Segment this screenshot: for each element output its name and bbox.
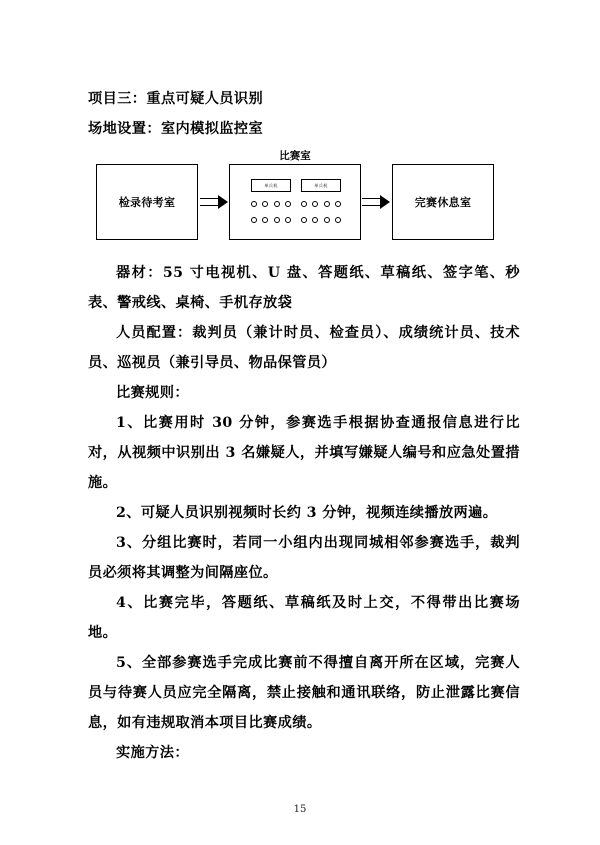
paragraph-rules-heading: 比赛规则： [116,385,189,401]
diagram-chair [324,217,330,223]
diagram-monitor-2: 单兵机 [301,179,341,192]
diagram-chair [335,201,341,207]
diagram-chair [274,201,280,207]
diagram-chair-group [301,217,341,223]
paragraph-rule-5: 5、全部参赛选手完成比赛前不得擅自离开所在区域，完赛人员与待赛人员应完全隔离，禁止接触和通讯联络，防止泄露比赛信息，如有违规取消本项目比赛成绩。 [88,655,520,731]
paragraph-rule-1: 1、比赛用时 30 分钟，参赛选手根据协查通报信息进行比对，从视频中识别出 3 名嫌疑人，并填写嫌疑人编号和应急处置措施。 [88,415,520,491]
diagram-chair-group [251,201,291,207]
heading-project: 项目三：重点可疑人员识别 [88,91,264,107]
diagram-box-rest-room: 完赛休息室 [392,164,494,240]
diagram-chair [251,217,257,223]
paragraph-rule-3: 3、分组比赛时，若同一小组内出现同城相邻参赛选手，裁判员必须将其调整为间隔座位。 [88,535,520,581]
diagram-chair [301,217,307,223]
diagram-monitor-row [230,179,362,192]
paragraph-equipment: 器材：55 寸电视机、U 盘、答题纸、草稿纸、签字笔、秒表、警戒线、桌椅、手机存放袋 [88,265,520,311]
diagram-chair-group [251,217,291,223]
document-body [88,84,520,768]
diagram-monitor-1: 单兵机 [251,179,291,192]
diagram-chair [312,217,318,223]
diagram-chair [262,217,268,223]
venue-diagram [96,150,494,248]
diagram-chair-group [301,201,341,207]
paragraph-rule-4: 4、比赛完毕，答题纸、草稿纸及时上交，不得带出比赛场地。 [88,595,520,641]
diagram-arrow-1 [200,196,228,208]
heading-venue: 场地设置：室内模拟监控室 [88,121,264,137]
diagram-arrow-2 [362,196,390,208]
paragraph-staffing: 人员配置：裁判员（兼计时员、检查员）、成绩统计员、技术员、巡视员（兼引导员、物品保管员） [88,325,520,371]
diagram-chair [251,201,257,207]
diagram-chair-row-1 [230,201,362,207]
paragraph-rule-2: 2、可疑人员识别视频时长约 3 分钟，视频连续播放两遍。 [116,505,498,521]
diagram-label-competition-room: 比赛室 [229,148,361,163]
diagram-chair-row-2 [230,217,362,223]
diagram-chair [324,201,330,207]
diagram-chair [301,201,307,207]
diagram-chair [335,217,341,223]
diagram-chair [274,217,280,223]
diagram-chair [312,201,318,207]
page-number: 15 [293,804,307,815]
diagram-chair [285,217,291,223]
paragraph-method-heading: 实施方法： [116,745,189,761]
diagram-box-waiting-room: 检录待考室 [96,164,198,240]
diagram-chair [262,201,268,207]
diagram-chair [285,201,291,207]
diagram-box-competition-room [229,164,361,240]
